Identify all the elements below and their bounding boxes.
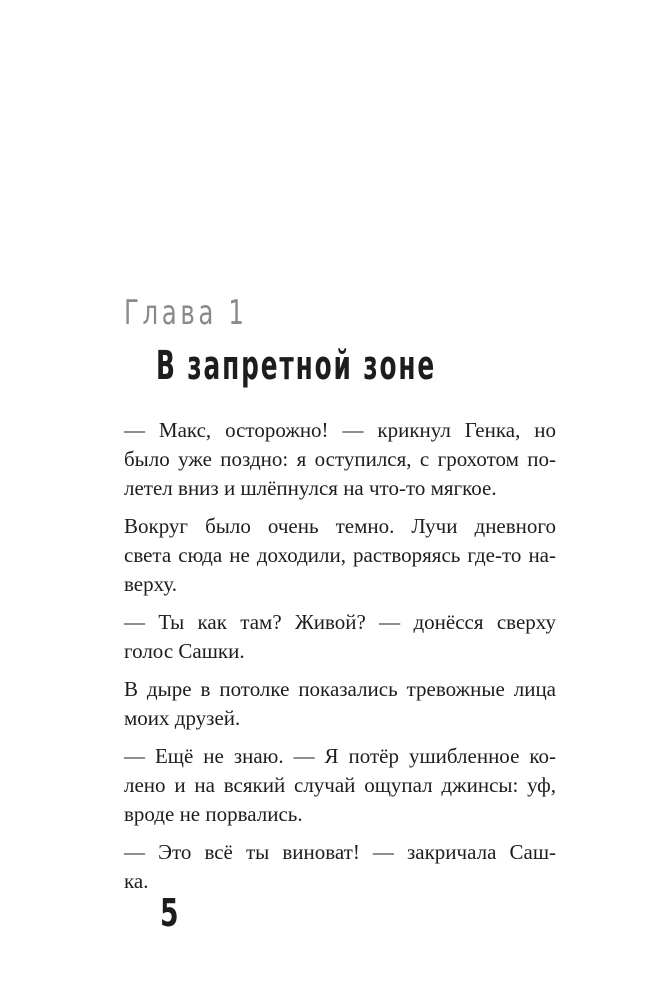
- text-line: — Ещё не знаю. — Я потёр ушибленное ко-: [124, 744, 556, 768]
- text-line: ка.: [124, 869, 149, 893]
- page-number: 5: [160, 891, 179, 935]
- paragraph-2: [124, 512, 556, 599]
- chapter-label: Глава 1: [124, 293, 248, 333]
- text-line: моих друзей.: [124, 706, 241, 730]
- text-line: было уже поздно: я оступился, с грохотом по-: [124, 447, 556, 471]
- text-line: вроде не порвались.: [124, 802, 303, 826]
- text-line: верху.: [124, 572, 177, 596]
- paragraph-5: [124, 742, 556, 829]
- paragraph-3: [124, 608, 556, 666]
- text-line: света сюда не доходили, растворяясь где-то на-: [124, 543, 556, 567]
- paragraph-6: [124, 838, 556, 896]
- body-text: [124, 416, 556, 905]
- text-line: лено и на всякий случай ощупал джинсы: уф,: [124, 773, 556, 797]
- text-line: — Это всё ты виноват! — закричала Саш-: [124, 840, 556, 864]
- text-line: В дыре в потолке показались тревожные лица: [124, 677, 556, 701]
- text-line: — Ты как там? Живой? — донёсся сверху: [124, 610, 556, 634]
- paragraph-1: [124, 416, 556, 503]
- text-line: — Макс, осторожно! — крикнул Генка, но: [124, 418, 556, 442]
- text-line: летел вниз и шлёпнулся на что-то мягкое.: [124, 476, 497, 500]
- text-line: Вокруг было очень темно. Лучи дневного: [124, 514, 556, 538]
- paragraph-4: [124, 675, 556, 733]
- chapter-title: В запретной зоне: [156, 343, 437, 389]
- text-line: голос Сашки.: [124, 639, 245, 663]
